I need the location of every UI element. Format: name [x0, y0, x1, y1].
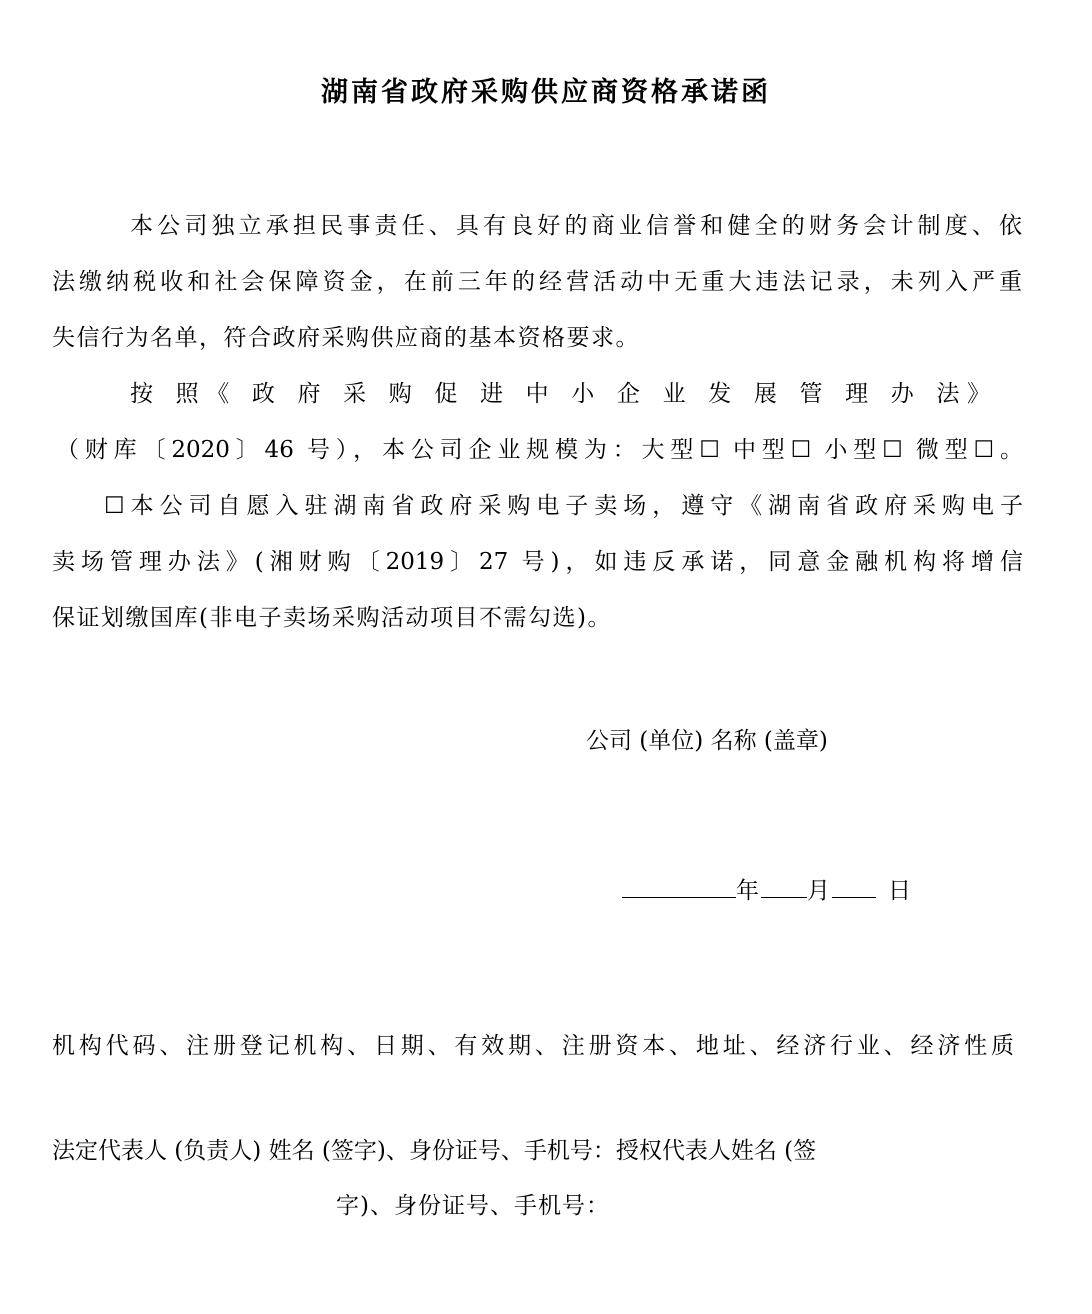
- paragraph-1-line-1: 本公司独立承担民事责任、具有良好的商业信誉和健全的财务会计制度、依: [130, 213, 1023, 239]
- paragraph-1-line-3: 失信行为名单，符合政府采购供应商的基本资格要求。: [52, 325, 640, 351]
- paragraph-3-line-1: ☐本公司自愿入驻湖南省政府采购电子卖场，遵守《湖南省政府采购电子: [104, 493, 1023, 519]
- month-label: 月: [807, 878, 830, 904]
- company-seal-label: 公司 (单位) 名称 (盖章): [586, 728, 828, 754]
- year-label: 年: [736, 878, 759, 904]
- month-blank: [761, 875, 807, 898]
- paragraph-3-line-2: 卖场管理办法》(湘财购〔2019〕27 号)，如违反承诺，同意金融机构将增信: [52, 549, 1023, 575]
- paragraph-3-line-3: 保证划缴国库(非电子卖场采购活动项目不需勾选)。: [52, 605, 612, 631]
- representative-line-2: 字)、身份证号、手机号：: [336, 1193, 610, 1219]
- document-title: 湖南省政府采购供应商资格承诺函: [321, 77, 771, 108]
- paragraph-2-line-1: 按 照《 政 府 采 购 促 进 中 小 企 业 发 展 管 理 办 法》: [130, 381, 990, 407]
- info-fields-line: 机构代码、注册登记机构、日期、有效期、注册资本、地址、经济行业、经济性质: [52, 1033, 1014, 1059]
- date-line: [622, 875, 911, 907]
- paragraph-1-line-2: 法缴纳税收和社会保障资金，在前三年的经营活动中无重大违法记录，未列入严重: [52, 269, 1023, 295]
- day-blank: [832, 875, 876, 898]
- year-blank: [622, 875, 736, 898]
- representative-line-1: 法定代表人 (负责人) 姓名 (签字)、身份证号、手机号：授权代表人姓名 (签: [52, 1138, 817, 1164]
- paragraph-2-line-2: （财库〔2020〕46 号），本公司企业规模为：大型☐ 中型☐ 小型☐ 微型☐。: [56, 437, 1023, 463]
- day-label: 日: [888, 878, 911, 904]
